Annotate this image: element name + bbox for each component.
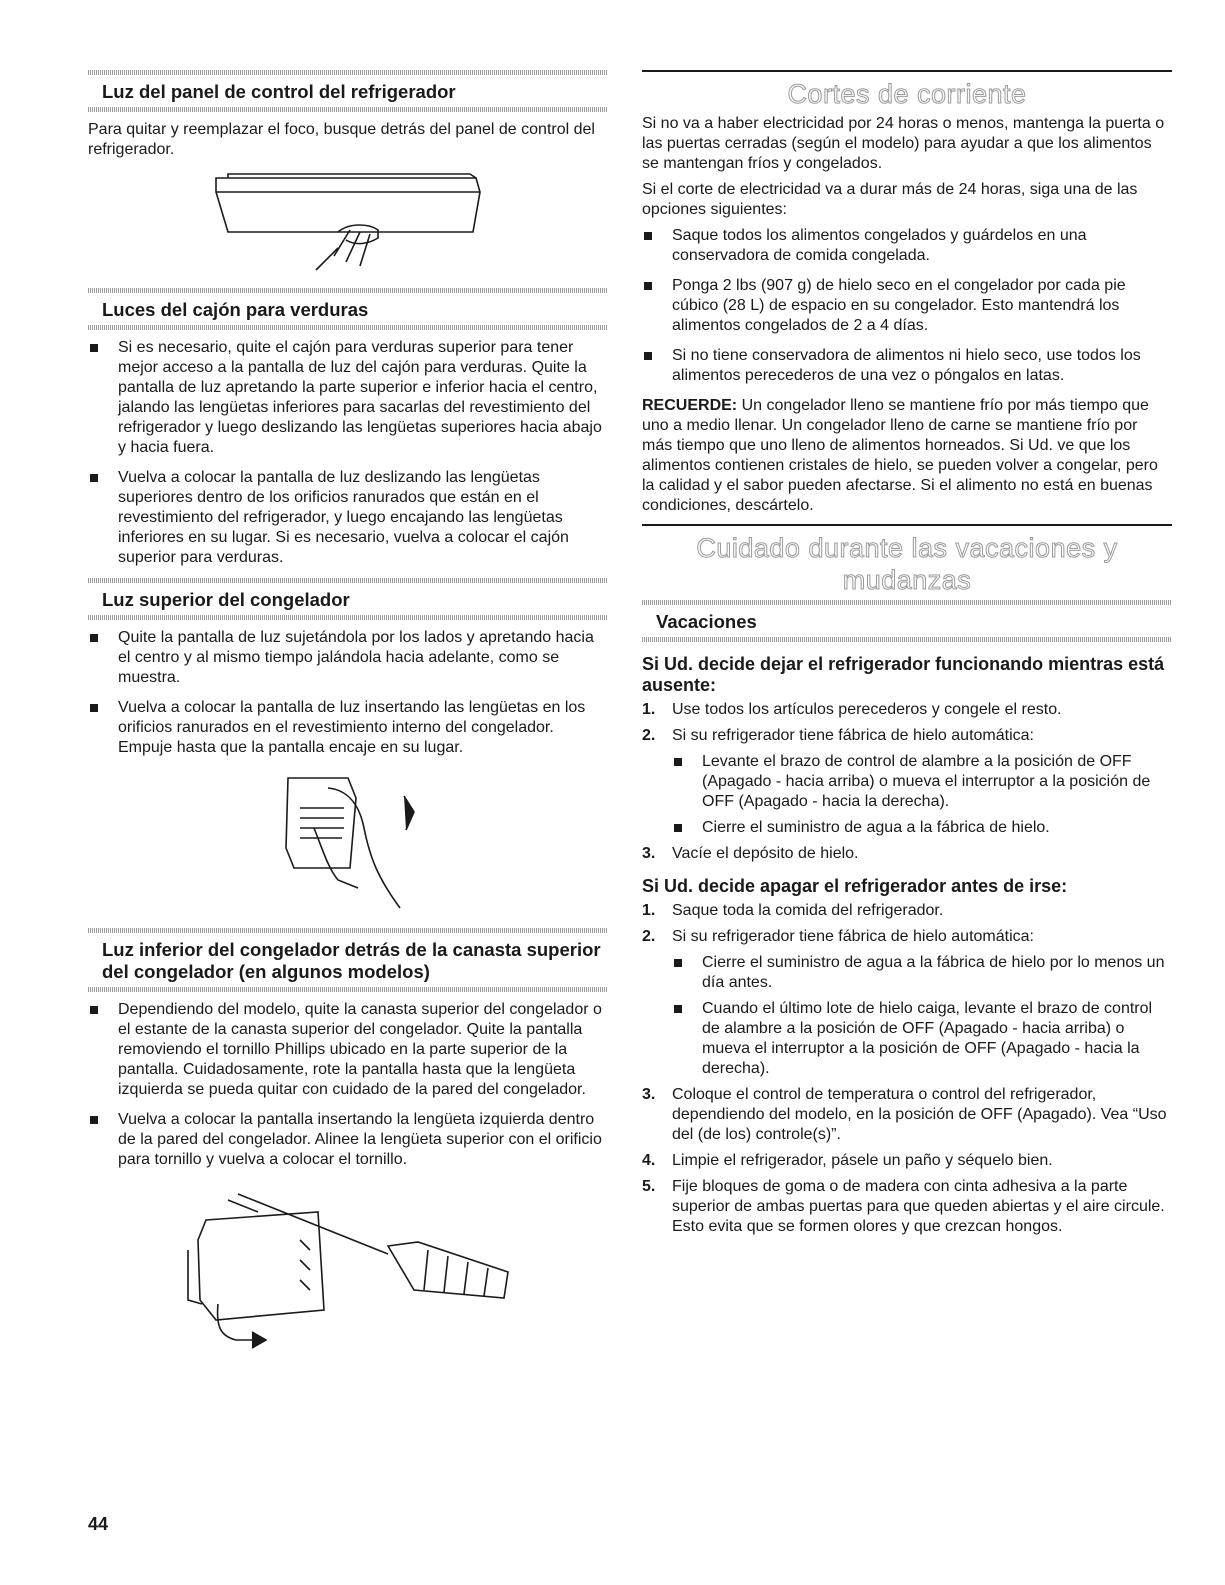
list-item: Levante el brazo de control de alambre a la posición de OFF (Apagado - hacia arriba) o mueva el interruptor a la posición de OFF (Apagado - hacia la derecha). bbox=[672, 752, 1172, 812]
step-text: Coloque el control de temperatura o control del refrigerador, dependiendo del modelo, en la posición de OFF (Apagado). Vea “Uso del (de los) controle(s)”. bbox=[672, 1086, 1167, 1143]
remember-text: Un congelador lleno se mantiene frío por más tiempo que uno a medio llenar. Un congelador lleno de carne se mantiene frío por más tiempo que uno lleno de alimentos horneados. Si Ud. ve que los alimentos contienen cristales de hielo, se pueden volver a congelar, pero la calidad y el sabor pueden afectarse. Si el alimento no está en buenas condiciones, descártelo. bbox=[642, 397, 1158, 514]
section-rule bbox=[642, 70, 1172, 72]
screwdriver-shield-illustration bbox=[88, 1180, 608, 1350]
step-text: Limpie el refrigerador, pásele un paño y séquelo bien. bbox=[672, 1152, 1053, 1169]
section-heading: Vacaciones bbox=[656, 611, 757, 632]
left-column bbox=[88, 70, 608, 1360]
section-vacations bbox=[642, 600, 1172, 642]
list-item: Cuando el último lote de hielo caiga, levante el brazo de control de alambre a la posición de OFF (Apagado - hacia arriba) o mueva el interruptor a la posición de OFF (Apagado - hacia la derecha). bbox=[672, 999, 1172, 1079]
title-line: Cuidado durante las vacaciones y bbox=[696, 533, 1118, 563]
paragraph: Si no va a haber electricidad por 24 horas o menos, mantenga la puerta o las puertas cerradas (según el modelo) para ayudar a que los alimentos se mantengan fríos y congelados. bbox=[642, 115, 1165, 172]
hatch-rule bbox=[642, 637, 1172, 642]
step-text: Vacíe el depósito de hielo. bbox=[672, 845, 859, 862]
step-number: 4. bbox=[642, 1152, 656, 1169]
list-item bbox=[642, 844, 1172, 864]
paragraph: Para quitar y reemplazar el foco, busque detrás del panel de control del refrigerador. bbox=[88, 121, 595, 158]
step-number: 1. bbox=[642, 902, 656, 919]
hatch-rule bbox=[88, 928, 608, 933]
hatch-rule bbox=[88, 325, 608, 330]
bullet-list bbox=[88, 1000, 608, 1170]
freezer-light-shield-illustration bbox=[88, 768, 608, 918]
list-item: Cierre el suministro de agua a la fábrica de hielo por lo menos un día antes. bbox=[672, 953, 1172, 993]
hatch-rule bbox=[88, 288, 608, 293]
step-number: 2. bbox=[642, 928, 656, 945]
remember-label: RECUERDE: bbox=[642, 397, 738, 414]
section-crisper-lights bbox=[88, 288, 608, 330]
section-title-power-outage: Cortes de corriente bbox=[787, 79, 1027, 109]
bullet-list bbox=[642, 226, 1172, 386]
list-item bbox=[642, 726, 1172, 838]
control-panel-illustration bbox=[88, 170, 608, 278]
list-item: Si es necesario, quite el cajón para verduras superior para tener mejor acceso a la pantalla de luz del cajón para verduras. Quite la pantalla de luz apretando la parte superior e inferior hacia el centro, jalando las lengüetas inferiores para sacarlas del revestimiento del refrigerador y luego deslizando las lengüetas superiores hacia abajo y hacia fuera. bbox=[88, 338, 608, 458]
list-item bbox=[642, 1177, 1172, 1237]
bullet-list bbox=[88, 338, 608, 568]
section-heading: Luz inferior del congelador detrás de la canasta superior del congelador (en algunos modelos) bbox=[102, 939, 601, 982]
remember-note bbox=[642, 396, 1172, 516]
step-text: Saque toda la comida del refrigerador. bbox=[672, 902, 944, 919]
numbered-list bbox=[642, 700, 1172, 864]
step-text: Fije bloques de goma o de madera con cinta adhesiva a la parte superior de ambas puertas para que queden abiertas y el aire circule. Esto evita que se formen olores y que crezcan hongos. bbox=[672, 1178, 1165, 1235]
list-item: Ponga 2 lbs (907 g) de hielo seco en el congelador por cada pie cúbico (28 L) de espacio en su congelador. Esto mantendrá los alimentos congelados de 2 a 4 días. bbox=[642, 276, 1172, 336]
list-item: Vuelva a colocar la pantalla de luz insertando las lengüetas en los orificios ranurados en el revestimiento interno del congelador. Empuje hasta que la pantalla encaje en su lugar. bbox=[88, 698, 608, 758]
step-number: 3. bbox=[642, 1086, 656, 1103]
section-title-vacation bbox=[642, 532, 1172, 596]
hatch-rule bbox=[88, 70, 608, 75]
hatch-rule bbox=[642, 600, 1172, 605]
section-heading: Luces del cajón para verduras bbox=[102, 299, 369, 320]
step-text: Si su refrigerador tiene fábrica de hielo automática: bbox=[672, 727, 1034, 744]
list-item: Si no tiene conservadora de alimentos ni hielo seco, use todos los alimentos perecederos de una vez o póngalos en latas. bbox=[642, 346, 1172, 386]
section-heading: Luz superior del congelador bbox=[102, 589, 350, 610]
hatch-rule bbox=[88, 987, 608, 992]
page-number: 44 bbox=[88, 1514, 109, 1534]
hatch-rule bbox=[88, 578, 608, 583]
paragraph: Si el corte de electricidad va a durar más de 24 horas, siga una de las opciones siguientes: bbox=[642, 181, 1138, 218]
list-item bbox=[642, 1085, 1172, 1145]
question-heading: Si Ud. decide apagar el refrigerador antes de irse: bbox=[642, 876, 1068, 896]
list-item: Vuelva a colocar la pantalla insertando la lengüeta izquierda dentro de la pared del congelador. Alinee la lengüeta superior con el orificio para tornillo y vuelva a colocar el tornillo. bbox=[88, 1110, 608, 1170]
section-freezer-bottom-light bbox=[88, 928, 608, 992]
hatch-rule bbox=[88, 615, 608, 620]
step-number: 1. bbox=[642, 701, 656, 718]
list-item: Saque todos los alimentos congelados y guárdelos en una conservadora de comida congelada. bbox=[642, 226, 1172, 266]
list-item: Cierre el suministro de agua a la fábrica de hielo. bbox=[672, 818, 1172, 838]
section-freezer-top-light bbox=[88, 578, 608, 620]
list-item bbox=[642, 927, 1172, 1079]
list-item: Vuelva a colocar la pantalla de luz deslizando las lengüetas superiores dentro de los orificios ranurados que están en el revestimiento del refrigerador, y luego encajando las lengüetas inferiores en su lugar. Si es necesario, vuelva a colocar el cajón superior para verduras. bbox=[88, 468, 608, 568]
step-number: 2. bbox=[642, 727, 656, 744]
list-item: Dependiendo del modelo, quite la canasta superior del congelador o el estante de la canasta superior del congelador. Quite la pantalla removiendo el tornillo Phillips ubicado en la parte superior de la pantalla. Cuidadosamente, rote la pantalla hasta que la lengüeta izquierda se pueda quitar con cuidado de la pared del congelador. bbox=[88, 1000, 608, 1100]
sub-bullet-list bbox=[672, 752, 1172, 838]
section-control-panel-light bbox=[88, 70, 608, 112]
hatch-rule bbox=[88, 107, 608, 112]
step-text: Si su refrigerador tiene fábrica de hielo automática: bbox=[672, 928, 1034, 945]
title-line: mudanzas bbox=[842, 565, 972, 595]
list-item bbox=[642, 700, 1172, 720]
sub-bullet-list bbox=[672, 953, 1172, 1079]
question-heading: Si Ud. decide dejar el refrigerador funcionando mientras está ausente: bbox=[642, 654, 1165, 695]
step-number: 3. bbox=[642, 845, 656, 862]
section-rule bbox=[642, 524, 1172, 526]
step-text: Use todos los artículos perecederos y congele el resto. bbox=[672, 701, 1062, 718]
step-number: 5. bbox=[642, 1178, 656, 1195]
section-heading: Luz del panel de control del refrigerador bbox=[102, 81, 456, 102]
numbered-list bbox=[642, 901, 1172, 1237]
list-item: Quite la pantalla de luz sujetándola por los lados y apretando hacia el centro y al mismo tiempo jalándola hacia adelante, como se muestra. bbox=[88, 628, 608, 688]
bullet-list bbox=[88, 628, 608, 758]
list-item bbox=[642, 901, 1172, 921]
list-item bbox=[642, 1151, 1172, 1171]
right-column bbox=[642, 70, 1172, 1243]
